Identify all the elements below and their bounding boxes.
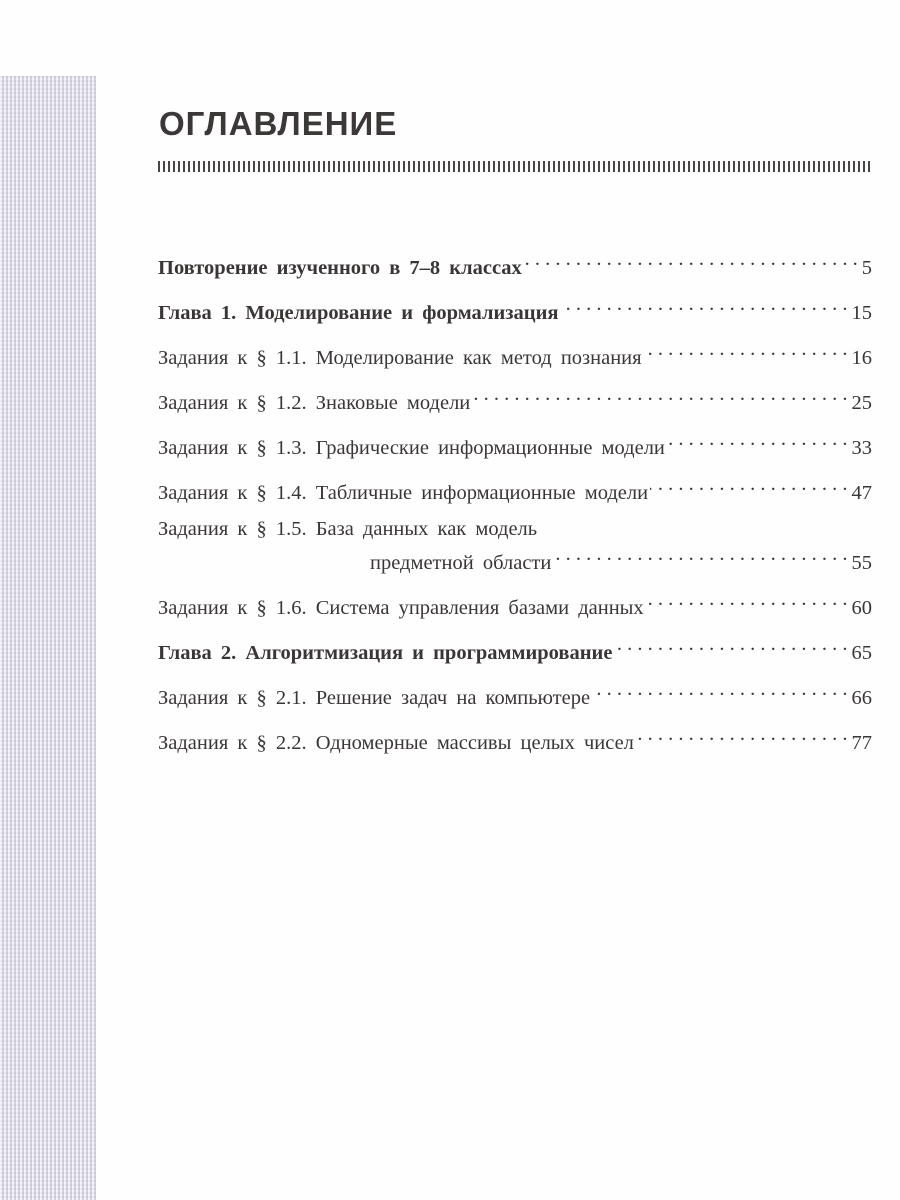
decorative-side-strip	[0, 76, 96, 1200]
toc-page-number: 66	[851, 687, 872, 709]
toc-page-number: 16	[851, 347, 872, 369]
toc-page-number: 33	[851, 437, 872, 459]
toc-entry-title: Глава 2. Алгоритмизация и программирование	[158, 642, 613, 664]
toc-entry-title: Повторение изученного в 7–8 классах	[158, 257, 522, 279]
dot-leader	[667, 424, 850, 454]
dot-leader	[592, 674, 849, 704]
toc-page-number: 47	[851, 482, 872, 504]
dot-leader	[524, 244, 860, 274]
toc-page-number: 77	[851, 732, 872, 754]
dot-leader	[561, 289, 850, 319]
toc-entry-title: Табличные информационные модели	[315, 482, 649, 504]
toc-entry-title: Система управления базами данных	[315, 597, 644, 619]
toc-entry-section-1-4[interactable]	[158, 469, 872, 514]
dot-leader	[472, 379, 849, 409]
toc-page-number: 55	[851, 552, 872, 574]
toc-entry-chapter-2[interactable]	[158, 629, 872, 674]
toc-entry-section-1-2[interactable]	[158, 379, 872, 424]
toc-section-prefix: Задания к § 1.4.	[158, 482, 307, 504]
toc-page-number: 15	[851, 302, 872, 324]
dot-leader	[636, 719, 850, 749]
toc-page-number: 65	[851, 642, 872, 664]
toc-entry-section-2-1[interactable]	[158, 674, 872, 719]
toc-section-prefix: Задания к § 1.6.	[158, 597, 307, 619]
title-decorative-rule	[158, 161, 872, 172]
dot-leader	[553, 539, 849, 569]
dot-leader	[650, 469, 849, 499]
toc-section-prefix: Задания к § 1.1.	[158, 347, 307, 369]
toc-entry-chapter-1[interactable]	[158, 289, 872, 334]
toc-entry-section-1-3[interactable]	[158, 424, 872, 469]
toc-section-prefix: Задания к § 2.1.	[158, 687, 307, 709]
toc-entry-review[interactable]	[158, 244, 872, 289]
toc-section-prefix: Задания к § 2.2.	[158, 732, 307, 754]
toc-entry-section-2-2[interactable]	[158, 719, 872, 764]
toc-entry-title: Моделирование как метод познания	[315, 347, 642, 369]
toc-entry-title: Решение задач на компьютере	[315, 687, 591, 709]
toc-section-prefix: Задания к § 1.3.	[158, 437, 307, 459]
dot-leader	[646, 584, 850, 614]
toc-entry-section-1-1[interactable]	[158, 334, 872, 379]
toc-section-prefix: Задания к § 1.2.	[158, 392, 307, 414]
toc-entry-title: Графические информационные модели	[315, 437, 665, 459]
toc-page-number: 60	[851, 597, 872, 619]
toc-entry-title: База данных как модель	[315, 518, 538, 540]
toc-entry-title-continuation: предметной области	[370, 552, 552, 574]
toc-page-number: 5	[861, 257, 872, 279]
toc-entry-section-1-5[interactable]	[158, 514, 872, 584]
dot-leader	[614, 629, 849, 659]
toc-page-number: 25	[851, 392, 872, 414]
toc-entry-section-1-6[interactable]	[158, 584, 872, 629]
toc-entry-title: Одномерные массивы целых чисел	[315, 732, 634, 754]
dot-leader	[644, 334, 850, 364]
table-of-contents	[158, 244, 872, 764]
toc-section-prefix: Задания к § 1.5.	[158, 518, 307, 540]
toc-entry-title: Знаковые модели	[315, 392, 471, 414]
toc-entry-title: Глава 1. Моделирование и формализация	[158, 302, 559, 324]
page-title: ОГЛАВЛЕНИЕ	[159, 105, 398, 142]
